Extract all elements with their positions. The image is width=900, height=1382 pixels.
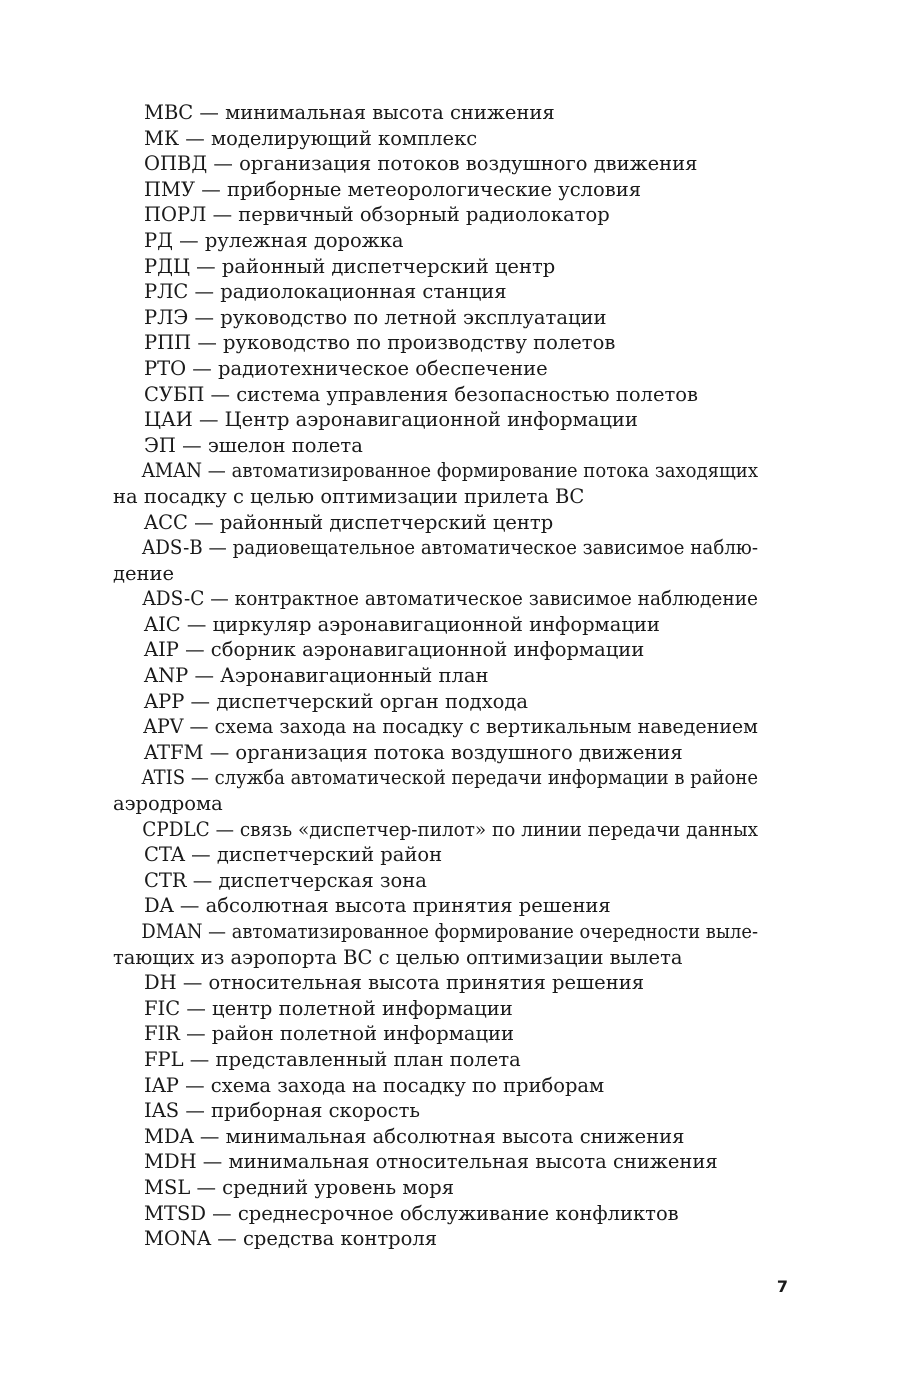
entry-line: MDA — минимальная абсолютная высота снижения bbox=[144, 1124, 685, 1148]
abbreviation-entry bbox=[113, 1021, 789, 1047]
entry-line: CPDLC — связь «диспетчер-пилот» по линии передачи данных bbox=[142, 817, 758, 841]
abbreviation-entry bbox=[113, 151, 789, 177]
entry-line: РТО — радиотехническое обеспечение bbox=[144, 356, 548, 380]
entry-line: РДЦ — районный диспетчерский центр bbox=[144, 254, 556, 278]
entry-line: IAS — приборная скорость bbox=[144, 1099, 420, 1123]
abbreviation-entry bbox=[113, 714, 789, 740]
entry-line: ПОРЛ — первичный обзорный радиолокатор bbox=[144, 203, 610, 227]
entry-line: ПМУ — приборные метеорологические условия bbox=[144, 177, 642, 201]
entry-continuation-line: на посадку с целью оптимизации прилета ВС bbox=[113, 484, 585, 508]
entry-line: AMAN — автоматизированное формирование потока заходящих bbox=[141, 459, 759, 483]
abbreviation-entry bbox=[113, 663, 789, 689]
abbreviation-entry bbox=[113, 1047, 789, 1073]
page-number: 7 bbox=[776, 1277, 788, 1296]
entry-line: МК — моделирующий комплекс bbox=[144, 126, 478, 150]
abbreviation-entry bbox=[113, 1124, 789, 1150]
entry-line: MSL — средний уровень моря bbox=[144, 1175, 455, 1199]
abbreviation-entry bbox=[113, 433, 789, 459]
entry-line: ЭП — эшелон полета bbox=[144, 433, 363, 457]
entry-line: РПП — руководство по производству полетов bbox=[144, 331, 616, 355]
entry-line: РД — рулежная дорожка bbox=[144, 228, 404, 252]
abbreviation-entry bbox=[113, 330, 789, 356]
abbreviation-entry bbox=[113, 637, 789, 663]
entry-line: MONA — средства контроля bbox=[144, 1227, 438, 1251]
abbreviation-entry bbox=[113, 100, 789, 126]
entry-line: APV — схема захода на посадку с вертикальным наведением bbox=[143, 715, 758, 739]
entry-line: РЛЭ — руководство по летной эксплуатации bbox=[144, 305, 607, 329]
abbreviation-entry bbox=[113, 510, 789, 536]
entry-line: FPL — представленный план полета bbox=[144, 1047, 521, 1071]
entry-line: ATIS — служба автоматической передачи информации в районе bbox=[141, 766, 759, 790]
entry-line: MTSD — среднесрочное обслуживание конфликтов bbox=[144, 1201, 679, 1225]
entry-line: МВС — минимальная высота снижения bbox=[144, 101, 555, 124]
entry-line: СУБП — система управления безопасностью полетов bbox=[144, 382, 698, 406]
entry-line: DA — абсолютная высота принятия решения bbox=[144, 894, 611, 918]
abbreviation-entry bbox=[113, 1226, 789, 1252]
entry-line: РЛС — радиолокационная станция bbox=[144, 280, 507, 304]
abbreviation-entry bbox=[113, 740, 789, 766]
entry-line: ЦАИ — Центр аэронавигационной информации bbox=[144, 408, 638, 432]
entry-line: FIR — район полетной информации bbox=[144, 1022, 515, 1046]
abbreviation-entry bbox=[113, 1175, 789, 1201]
entry-line: MDH — минимальная относительная высота снижения bbox=[144, 1150, 718, 1174]
abbreviation-entry bbox=[113, 996, 789, 1022]
abbreviation-entry bbox=[113, 1201, 789, 1227]
abbreviation-entry bbox=[113, 356, 789, 382]
entry-line: DH — относительная высота принятия решения bbox=[144, 971, 644, 995]
entry-line: APP — диспетчерский орган подхода bbox=[144, 689, 529, 713]
entry-line: ANP — Аэронавигационный план bbox=[144, 664, 489, 688]
abbreviation-entry bbox=[113, 970, 789, 996]
abbreviation-entry bbox=[113, 817, 789, 843]
abbreviation-entry bbox=[113, 126, 789, 152]
entry-line: ACC — районный диспетчерский центр bbox=[144, 510, 554, 534]
entry-line: CTA — диспетчерский район bbox=[144, 843, 443, 867]
entry-continuation-line: тающих из аэропорта ВС с целью оптимизации вылета bbox=[113, 945, 683, 969]
abbreviation-entry bbox=[113, 893, 789, 919]
entry-line: AIC — циркуляр аэронавигационной информации bbox=[144, 612, 660, 636]
abbreviation-entry bbox=[113, 228, 789, 254]
entry-continuation-line: дение bbox=[113, 561, 175, 585]
abbreviation-entry bbox=[113, 868, 789, 894]
abbreviation-entry bbox=[113, 407, 789, 433]
abbreviation-entry bbox=[113, 689, 789, 715]
abbreviation-entry bbox=[113, 1098, 789, 1124]
abbreviation-entry bbox=[113, 586, 789, 612]
abbreviation-entry bbox=[113, 382, 789, 408]
abbreviation-entry bbox=[113, 305, 789, 331]
abbreviation-entry bbox=[113, 1149, 789, 1175]
entry-line: ADS-B — радиовещательное автоматическое зависимое наблю- bbox=[142, 536, 759, 560]
entry-line: CTR — диспетчерская зона bbox=[144, 868, 427, 892]
entry-line: AIP — сборник аэронавигационной информации bbox=[144, 638, 645, 662]
entry-line: ATFM — организация потока воздушного движения bbox=[144, 740, 683, 764]
abbreviation-entry bbox=[113, 254, 789, 280]
entry-line: ОПВД — организация потоков воздушного движения bbox=[144, 152, 698, 176]
abbreviation-entry bbox=[113, 535, 789, 586]
abbreviation-entry bbox=[113, 202, 789, 228]
abbreviation-list bbox=[113, 100, 789, 1252]
abbreviation-entry bbox=[113, 279, 789, 305]
entry-line: DMAN — автоматизированное формирование очередности выле- bbox=[141, 920, 758, 943]
entry-line: IAP — схема захода на посадку по приборам bbox=[144, 1073, 605, 1097]
entry-continuation-line: аэродрома bbox=[113, 792, 223, 816]
abbreviation-entry bbox=[113, 765, 789, 816]
entry-line: ADS-C — контрактное автоматическое зависимое наблюдение bbox=[142, 587, 759, 611]
abbreviation-entry bbox=[113, 612, 789, 638]
abbreviation-entry bbox=[113, 458, 789, 509]
entry-line: FIC — центр полетной информации bbox=[144, 996, 513, 1020]
abbreviation-entry bbox=[113, 1073, 789, 1099]
abbreviation-entry bbox=[113, 842, 789, 868]
abbreviation-entry bbox=[113, 919, 789, 970]
abbreviation-entry bbox=[113, 177, 789, 203]
